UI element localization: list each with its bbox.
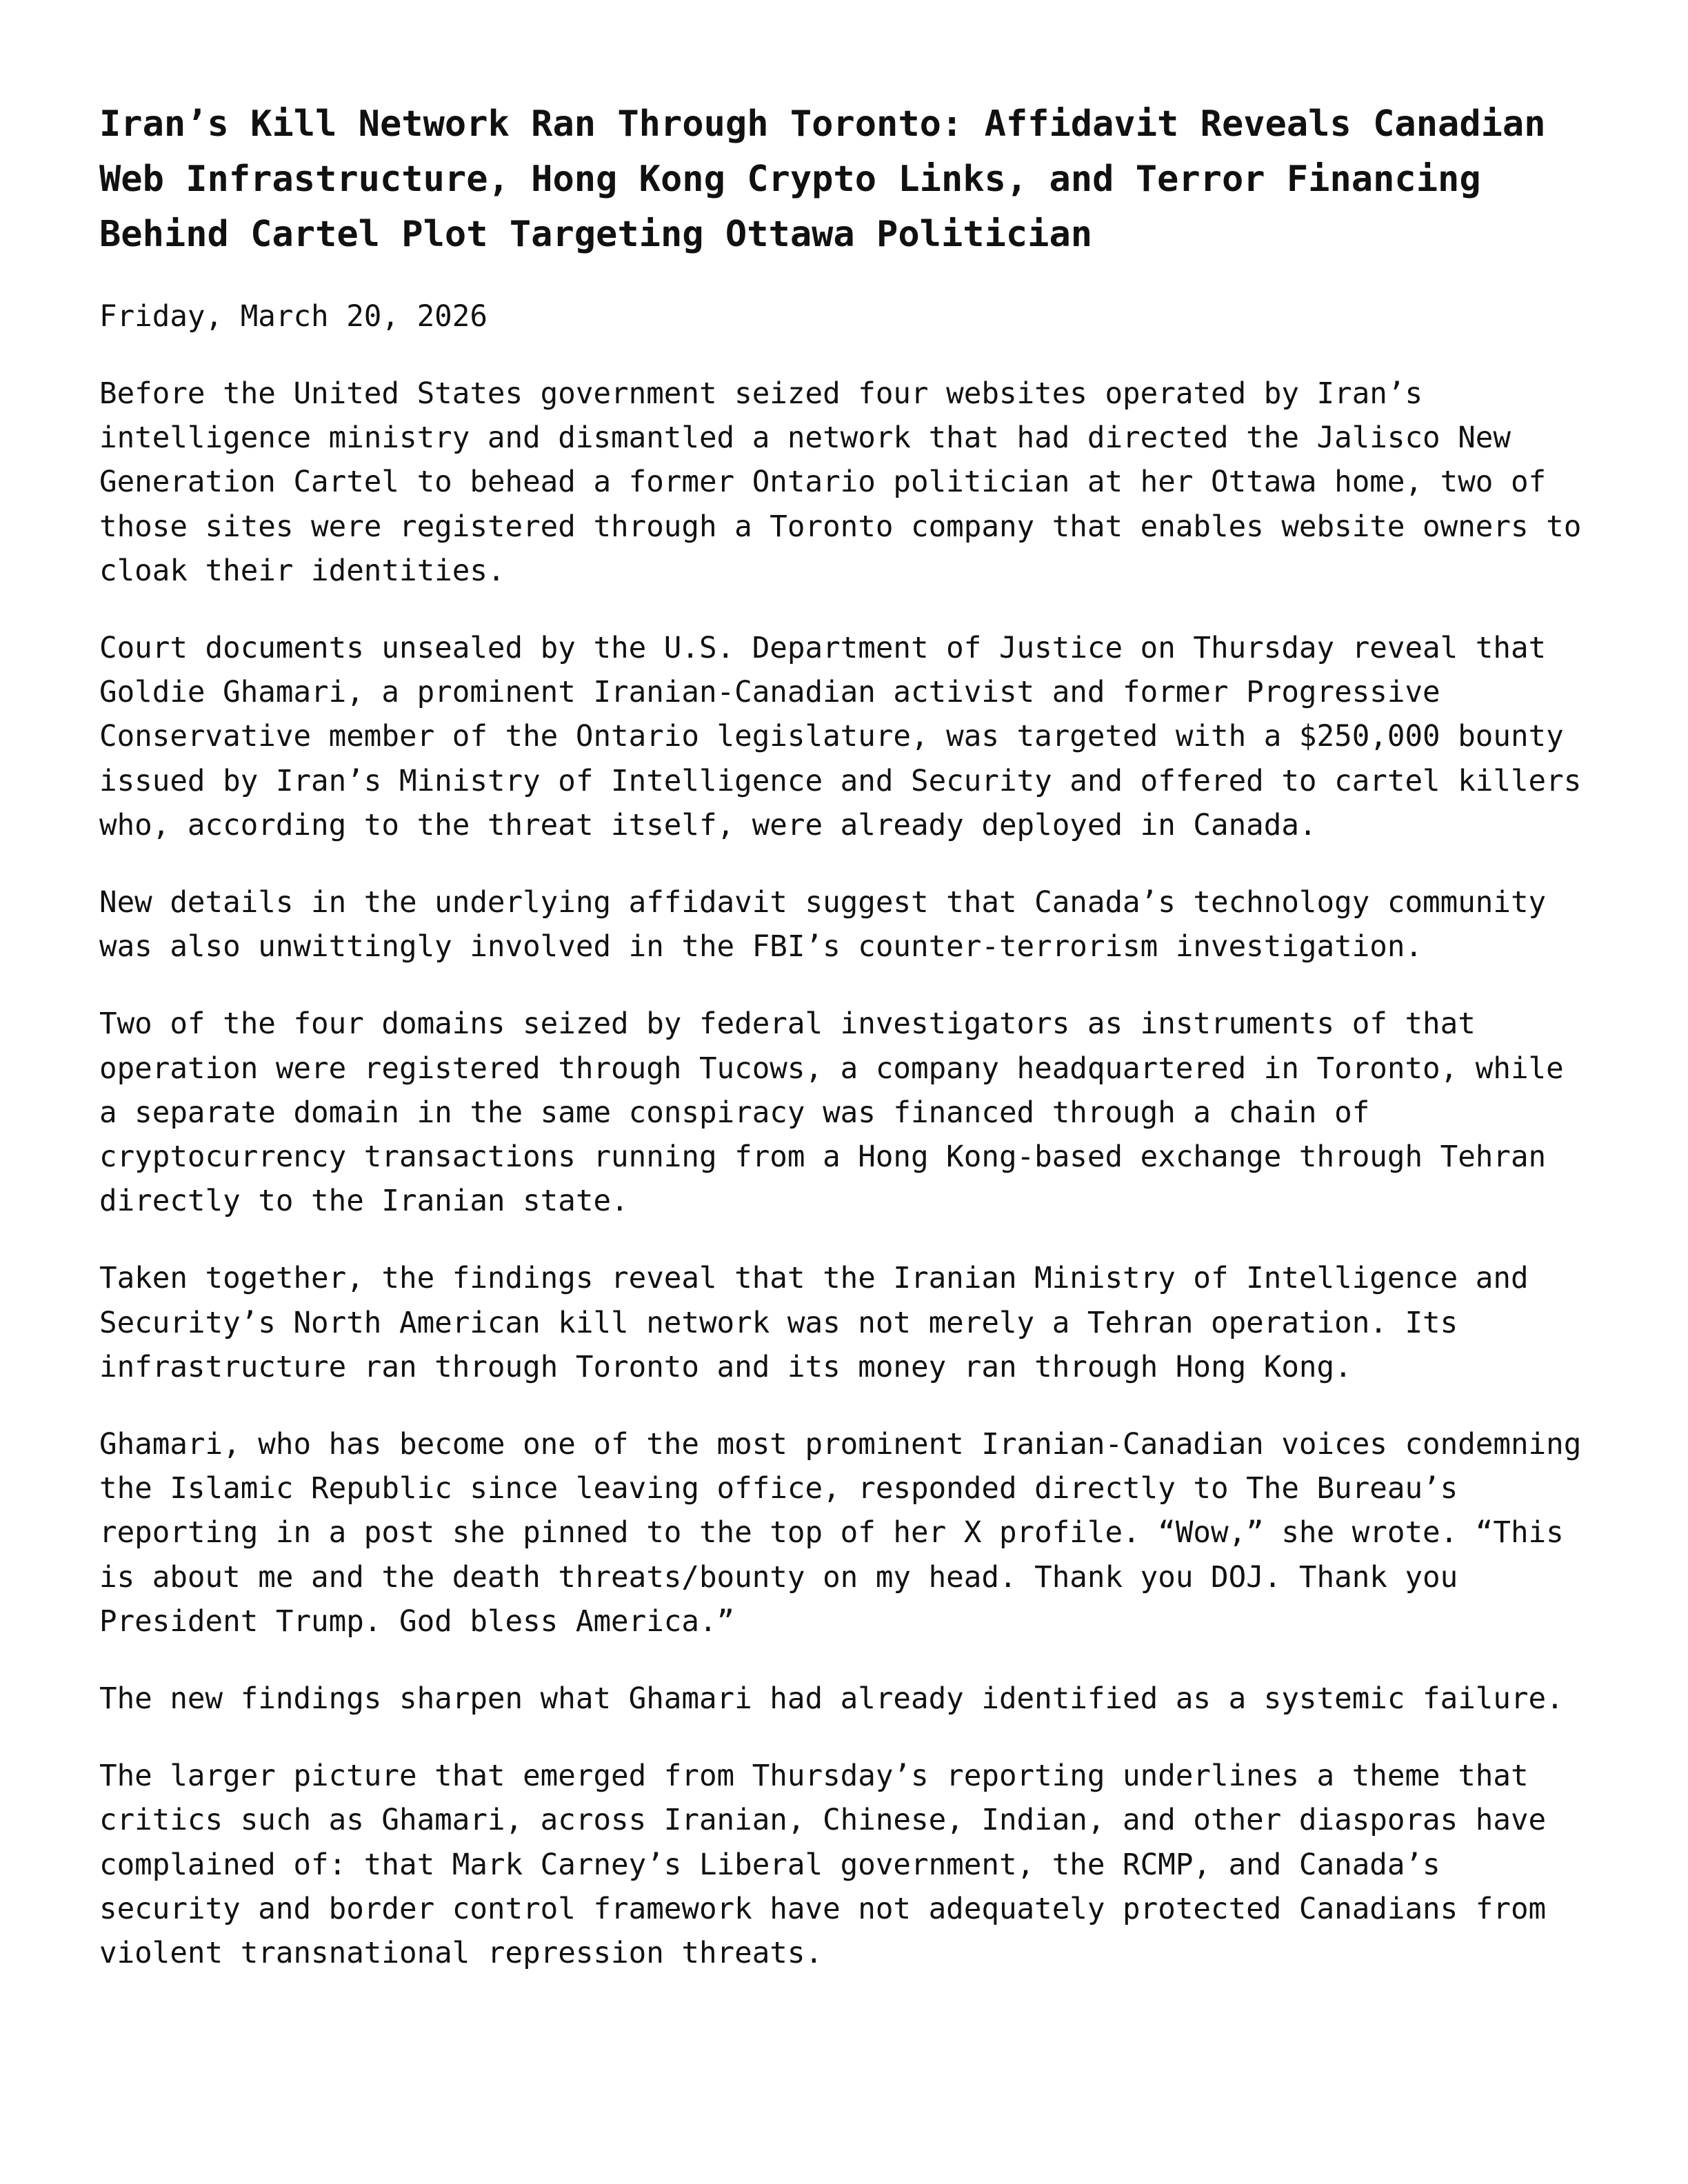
article-paragraph-7: The new findings sharpen what Ghamari had already identified as a systemic failure. [99, 1682, 1564, 1717]
article-paragraph-5: Taken together, the findings reveal that the Iranian Ministry of Intelligence and Security’s North American kill network was not merely a Tehran operation. Its infrastructure ran through Toronto and its money ran through Hong Kong. [99, 1262, 1529, 1384]
article-paragraph-4: Two of the four domains seized by federal investigators as instruments of that operation were registered through Tucows, a company headquartered in Toronto, while a separate domain in the same conspiracy was financed through a chain of cryptocurrency transactions running from a Hong Kong-based exchange through Tehran directly to the Iranian state. [99, 1007, 1564, 1219]
article-paragraph-1: Before the United States government seized four websites operated by Iran’s intelligence ministry and dismantled a network that had directed the Jalisco New Generation Cartel to behead a former Ontario politician at her Ottawa home, two of those sites were registered through a Toronto company that enables website owners to cloak their identities. [99, 377, 1582, 588]
article-headline: Iran’s Kill Network Ran Through Toronto: Affidavit Reveals Canadian Web Infrastructure, Hong Kong Crypto Links, and Terror Financing Behind Cartel Plot Targeting Ottawa Politician [99, 103, 1546, 255]
article-paragraph-6: Ghamari, who has become one of the most prominent Iranian-Canadian voices condemning the Islamic Republic since leaving office, responded directly to The Bureau’s reporting in a post she pinned to the top of her X profile. “Wow,” she wrote. “This is about me and the death threats/bounty on my head. Thank you DOJ. Thank you President Trump. God bless America.” [99, 1428, 1582, 1639]
article-paragraph-3: New details in the underlying affidavit suggest that Canada’s technology community was also unwittingly involved in the FBI’s counter-terrorism investigation. [99, 886, 1547, 964]
article-paragraph-2: Court documents unsealed by the U.S. Department of Justice on Thursday reveal that Goldie Ghamari, a prominent Iranian-Canadian activist and former Progressive Conservative member of the Ontario legislature, was targeted with a $250,000 bounty issued by Iran’s Ministry of Intelligence and Security and offered to cartel killers who, according to the threat itself, were already deployed in Canada. [99, 631, 1582, 842]
article-paragraph-8: The larger picture that emerged from Thursday’s reporting underlines a theme that critics such as Ghamari, across Iranian, Chinese, Indian, and other diasporas have complained of: that Mark Carney’s Liberal government, the RCMP, and Canada’s security and border control framework have not adequately protected Canadians from violent transnational repression threats. [99, 1759, 1547, 1971]
article [99, 97, 1589, 2009]
article-date: Friday, March 20, 2026 [99, 300, 488, 334]
